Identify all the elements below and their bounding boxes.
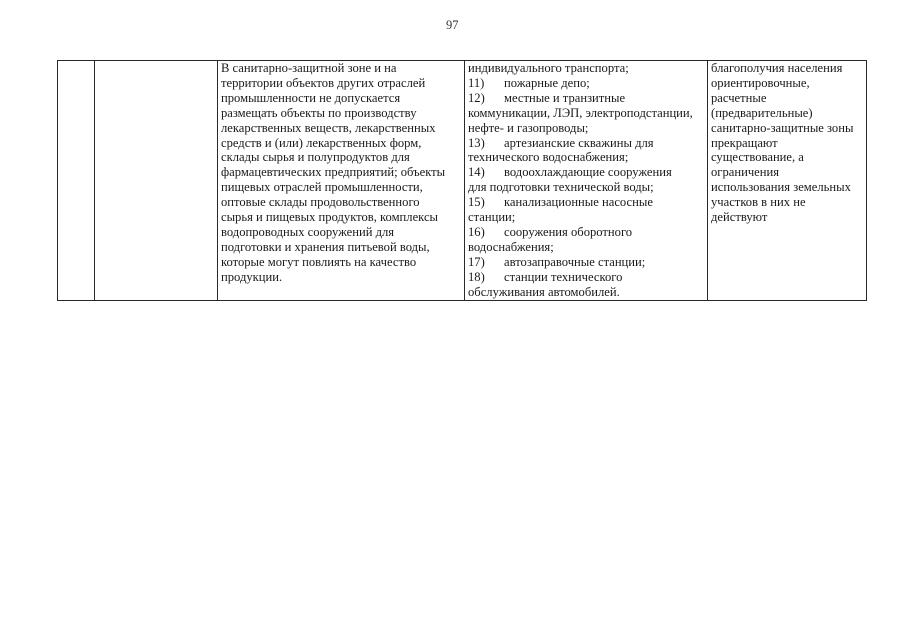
cell-number xyxy=(58,61,95,301)
list-item xyxy=(468,195,704,210)
list-item-number: 16) xyxy=(468,224,485,239)
list-item xyxy=(468,121,704,136)
text-line: участков в них не xyxy=(711,195,806,210)
cell-zone-name xyxy=(95,61,218,301)
text-line: существование, а xyxy=(711,150,804,165)
text-line: оптовые склады продовольственного xyxy=(221,195,420,210)
cell-objects-list xyxy=(465,61,708,301)
list-item-text: автозаправочные станции; xyxy=(504,254,646,269)
list-item xyxy=(468,61,704,76)
notes-text xyxy=(711,61,863,225)
text-line: подготовки и хранения питьевой воды, xyxy=(221,239,430,254)
text-line: средств и (или) лекарственных форм, xyxy=(221,135,422,150)
page-number: 97 xyxy=(446,18,459,32)
objects-list xyxy=(468,61,704,300)
list-item-number: 11) xyxy=(468,75,485,90)
list-item-text: водоохлаждающие сооружения xyxy=(504,165,672,180)
list-item-text: пожарные депо; xyxy=(504,75,590,90)
list-item-text: станции технического xyxy=(504,269,623,284)
list-item-number: 17) xyxy=(468,254,485,269)
text-line: водопроводных сооружений для xyxy=(221,224,395,239)
list-item xyxy=(468,136,704,151)
restrictions-text xyxy=(221,61,461,285)
text-line: использования земельных xyxy=(711,180,851,195)
text-line: прекращают xyxy=(711,135,778,150)
list-item-text: местные и транзитные xyxy=(504,90,626,105)
list-item xyxy=(468,150,704,165)
list-item-text: сооружения оборотного xyxy=(504,224,633,239)
list-item-text: коммуникации, ЛЭП, электроподстанции, xyxy=(468,105,693,120)
list-item xyxy=(468,270,704,285)
list-item-number: 12) xyxy=(468,90,485,105)
list-item-text: артезианские скважины для xyxy=(504,135,654,150)
text-line: В санитарно-защитной зоне и на xyxy=(221,61,397,75)
text-line: лекарственных веществ, лекарственных xyxy=(221,120,436,135)
list-item xyxy=(468,106,704,121)
text-line: ограничения xyxy=(711,165,780,180)
list-item-text: технического водоснабжения; xyxy=(468,150,629,165)
list-item-text: водоснабжения; xyxy=(468,239,554,254)
text-line: промышленности не допускается xyxy=(221,90,401,105)
text-line: территории объектов других отраслей xyxy=(221,75,426,90)
text-line: действуют xyxy=(711,210,768,225)
list-item-text: индивидуального транспорта; xyxy=(468,61,629,75)
list-item-number: 14) xyxy=(468,165,485,180)
cell-restrictions xyxy=(218,61,465,301)
list-item-number: 18) xyxy=(468,269,485,284)
regulation-table xyxy=(57,60,867,301)
cell-notes xyxy=(708,61,867,301)
table-row xyxy=(58,61,867,301)
text-line: размещать объекты по производству xyxy=(221,105,417,120)
text-line: расчетные xyxy=(711,90,767,105)
text-line: фармацевтических предприятий; объекты xyxy=(221,165,446,180)
text-line: которые могут повлиять на качество xyxy=(221,254,417,269)
text-line: санитарно-защитные зоны xyxy=(711,120,854,135)
list-item-number: 15) xyxy=(468,195,485,210)
list-item xyxy=(468,165,704,180)
text-line: сырья и пищевых продуктов, комплексы xyxy=(221,210,439,225)
list-item xyxy=(468,91,704,106)
list-item xyxy=(468,240,704,255)
list-item xyxy=(468,76,704,91)
text-line: ориентировочные, xyxy=(711,75,810,90)
list-item-text: станции; xyxy=(468,210,516,225)
list-item-number: 13) xyxy=(468,135,485,150)
list-item xyxy=(468,255,704,270)
list-item-text: для подготовки технической воды; xyxy=(468,180,654,195)
list-item xyxy=(468,225,704,240)
list-item xyxy=(468,180,704,195)
list-item-text: нефте- и газопроводы; xyxy=(468,120,589,135)
text-line: благополучия населения xyxy=(711,61,843,75)
list-item-text: обслуживания автомобилей. xyxy=(468,284,620,299)
text-line: склады сырья и полупродуктов для xyxy=(221,150,410,165)
text-line: пищевых отраслей промышленности, xyxy=(221,180,423,195)
list-item-text: канализационные насосные xyxy=(504,195,653,210)
list-item xyxy=(468,210,704,225)
list-item xyxy=(468,285,704,300)
text-line: продукции. xyxy=(221,269,283,284)
text-line: (предварительные) xyxy=(711,105,813,120)
